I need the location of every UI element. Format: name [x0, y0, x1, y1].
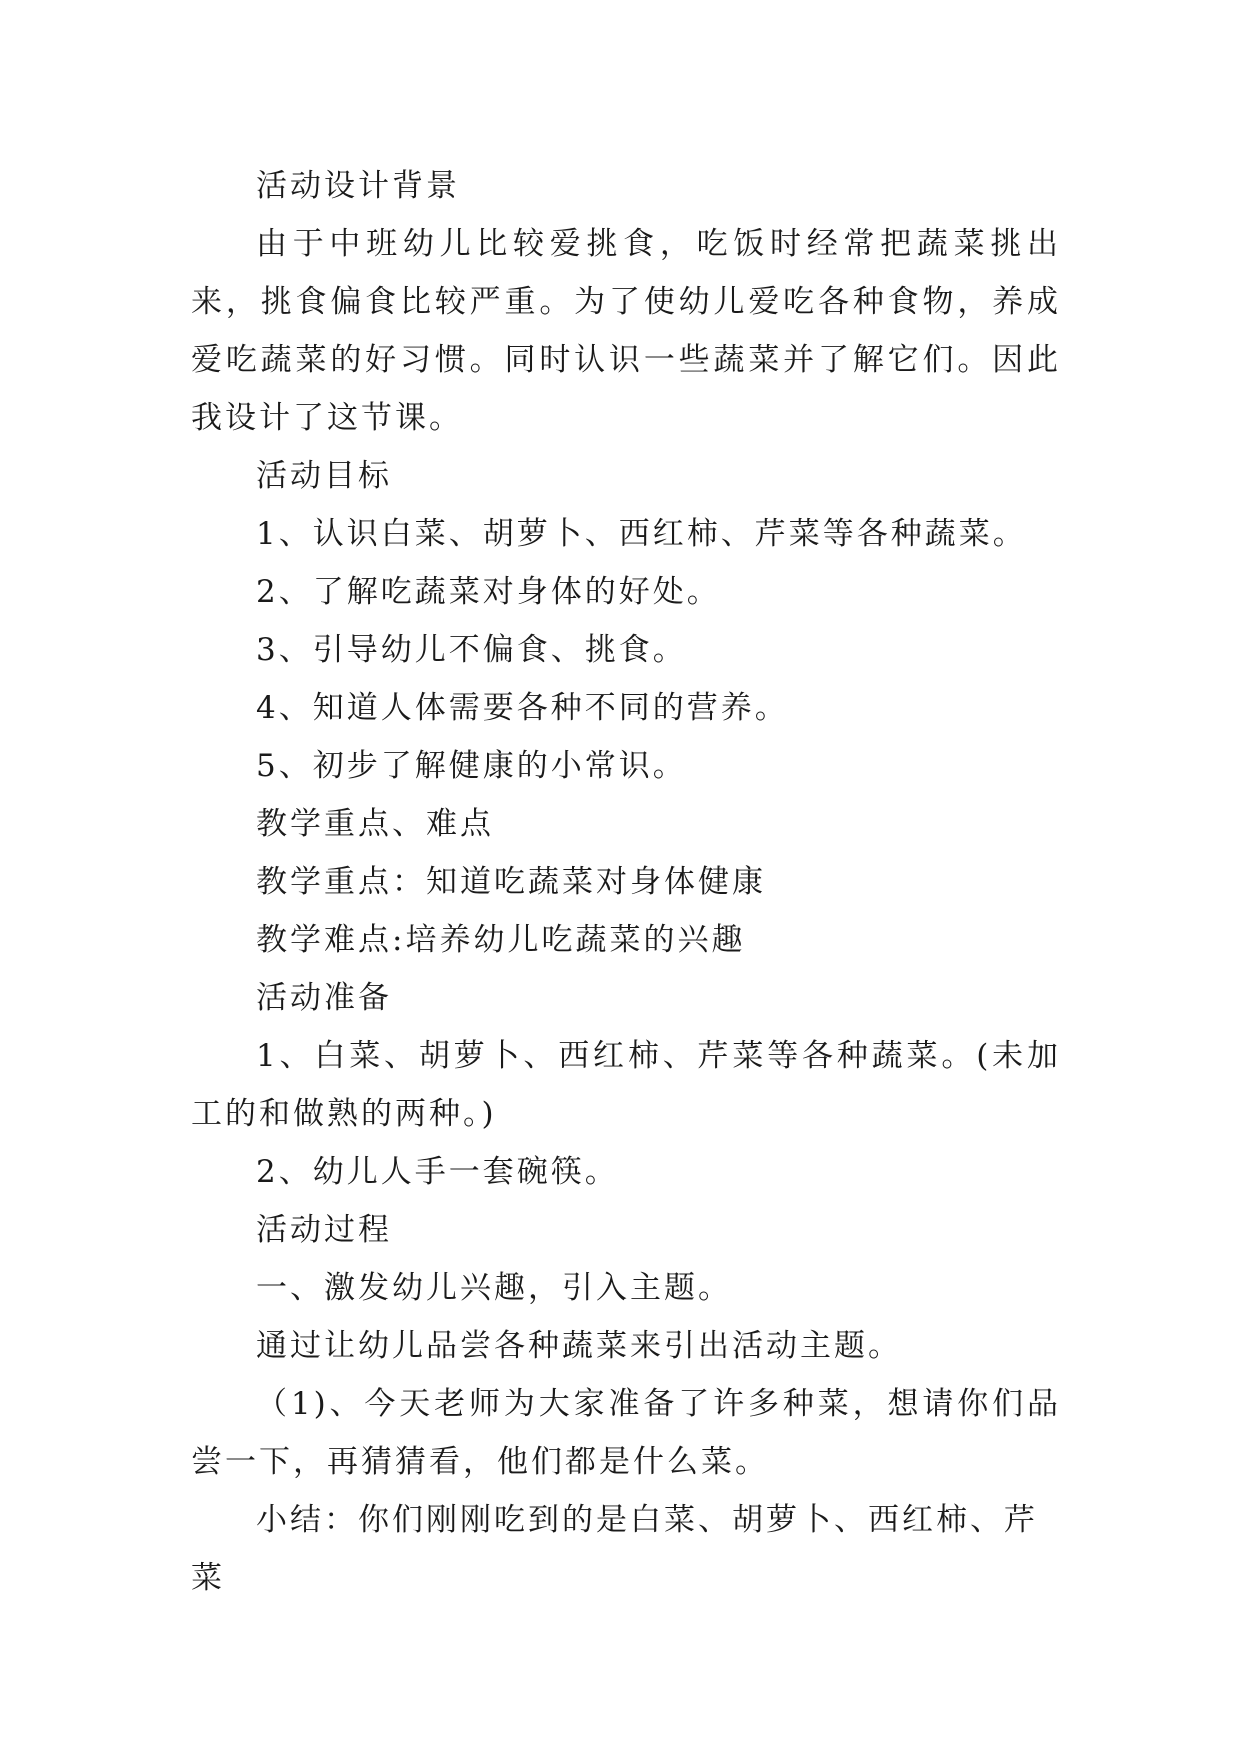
summary-paragraph: 小结：你们刚刚吃到的是白菜、胡萝卜、西红柿、芹菜	[191, 1502, 1038, 1596]
process-step-1-description: 通过让幼儿品尝各种蔬菜来引出活动主题。	[256, 1328, 902, 1364]
goal-item-3: 3、引导幼儿不偏食、挑食。	[256, 632, 687, 668]
goal-item-2: 2、了解吃蔬菜对身体的好处。	[256, 574, 721, 610]
section-heading-process: 活动过程	[256, 1212, 392, 1248]
section-heading-key-points: 教学重点、难点	[256, 806, 494, 842]
goal-item-5: 5、初步了解健康的小常识。	[256, 748, 687, 784]
process-substep-1: （1)、今天老师为大家准备了许多种菜，想请你们品尝一下，再猜猜看，他们都是什么菜。	[191, 1386, 1061, 1480]
preparation-item-1: 1、白菜、胡萝卜、西红柿、芹菜等各种蔬菜。(未加工的和做熟的两种。)	[191, 1038, 1061, 1132]
preparation-item-2: 2、幼儿人手一套碗筷。	[256, 1154, 619, 1190]
section-heading-background: 活动设计背景	[256, 168, 460, 204]
section-heading-goals: 活动目标	[256, 458, 392, 494]
difficult-point: 教学难点:培养幼儿吃蔬菜的兴趣	[256, 922, 746, 958]
section-heading-preparation: 活动准备	[256, 980, 392, 1016]
process-step-1: 一、激发幼儿兴趣，引入主题。	[256, 1270, 732, 1306]
goal-item-4: 4、知道人体需要各种不同的营养。	[256, 690, 789, 726]
paragraph-background: 由于中班幼儿比较爱挑食，吃饭时经常把蔬菜挑出来，挑食偏食比较严重。为了使幼儿爱吃各种食物，养成爱吃蔬菜的好习惯。同时认识一些蔬菜并了解它们。因此我设计了这节课。	[191, 226, 1061, 436]
document-body	[191, 157, 1061, 1607]
goal-item-1: 1、认识白菜、胡萝卜、西红柿、芹菜等各种蔬菜。	[256, 516, 1027, 552]
key-point: 教学重点：知道吃蔬菜对身体健康	[256, 864, 766, 900]
